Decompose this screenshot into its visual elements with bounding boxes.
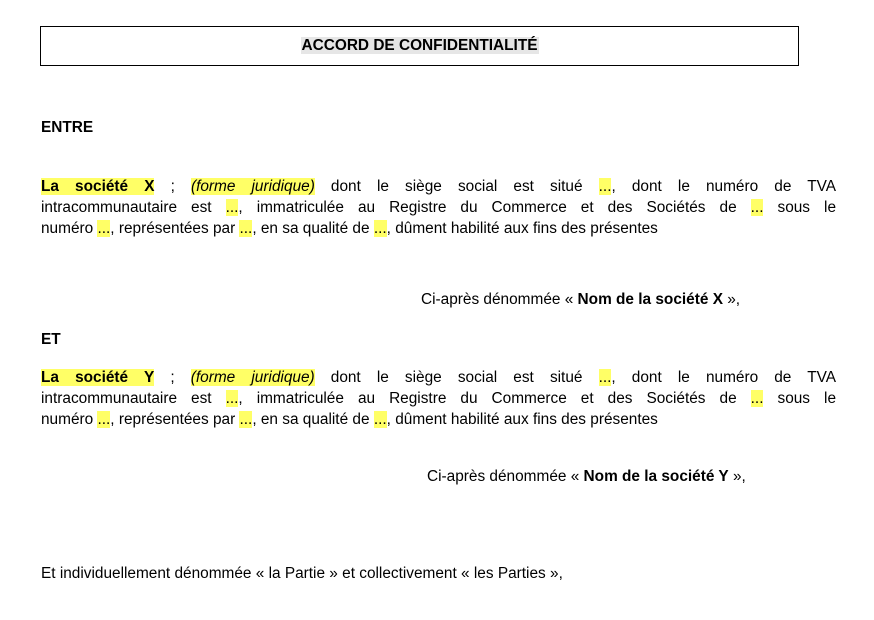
party-y-designation: Ci-après dénommée « Nom de la société Y »,: [427, 468, 746, 485]
placeholder-representant: ...: [239, 220, 253, 237]
party-x-forme-juridique: (forme juridique): [190, 178, 315, 195]
party-x-designation: Ci-après dénommée « Nom de la société X »,: [421, 291, 741, 308]
party-x-name: La société X: [41, 178, 155, 195]
party-x-line-3: numéro ..., représentées par ..., en sa qualité de ..., dûment habilité aux fins des présentes: [41, 220, 658, 237]
party-x-paragraph: [41, 176, 836, 239]
placeholder-siege: ...: [598, 369, 612, 386]
party-x-line-2: intracommunautaire est ..., immatriculée au Registre du Commerce et des Sociétés de ... sous le: [41, 199, 836, 216]
party-y-paragraph: [41, 367, 836, 430]
party-x-designation-name: Nom de la société X: [577, 291, 723, 308]
placeholder-rcs-numero: ...: [97, 411, 111, 428]
party-y-line-2: intracommunautaire est ..., immatriculée au Registre du Commerce et des Sociétés de ... sous le: [41, 390, 836, 407]
document-title-box: [40, 26, 799, 66]
entre-heading: ENTRE: [41, 119, 94, 136]
placeholder-qualite: ...: [373, 220, 387, 237]
party-y-line-1: La société Y ; (forme juridique) dont le siège social est situé ..., dont le numéro de TVA: [41, 369, 836, 386]
document-title: ACCORD DE CONFIDENTIALITÉ: [301, 37, 538, 54]
placeholder-rcs-ville: ...: [750, 390, 764, 407]
party-x-line-1: La société X ; (forme juridique) dont le siège social est situé ..., dont le numéro de TVA: [41, 178, 836, 195]
party-y-line-3: numéro ..., représentées par ..., en sa qualité de ..., dûment habilité aux fins des présentes: [41, 411, 658, 428]
placeholder-tva: ...: [225, 199, 239, 216]
et-heading: ET: [41, 331, 61, 348]
placeholder-rcs-numero: ...: [97, 220, 111, 237]
placeholder-siege: ...: [598, 178, 612, 195]
party-y-name: La société Y: [41, 369, 155, 386]
placeholder-qualite: ...: [373, 411, 387, 428]
closing-statement: Et individuellement dénommée « la Partie » et collectivement « les Parties »,: [41, 565, 563, 582]
party-y-designation-name: Nom de la société Y: [583, 468, 729, 485]
placeholder-representant: ...: [239, 411, 253, 428]
party-y-forme-juridique: (forme juridique): [190, 369, 315, 386]
placeholder-rcs-ville: ...: [750, 199, 764, 216]
placeholder-tva: ...: [225, 390, 239, 407]
